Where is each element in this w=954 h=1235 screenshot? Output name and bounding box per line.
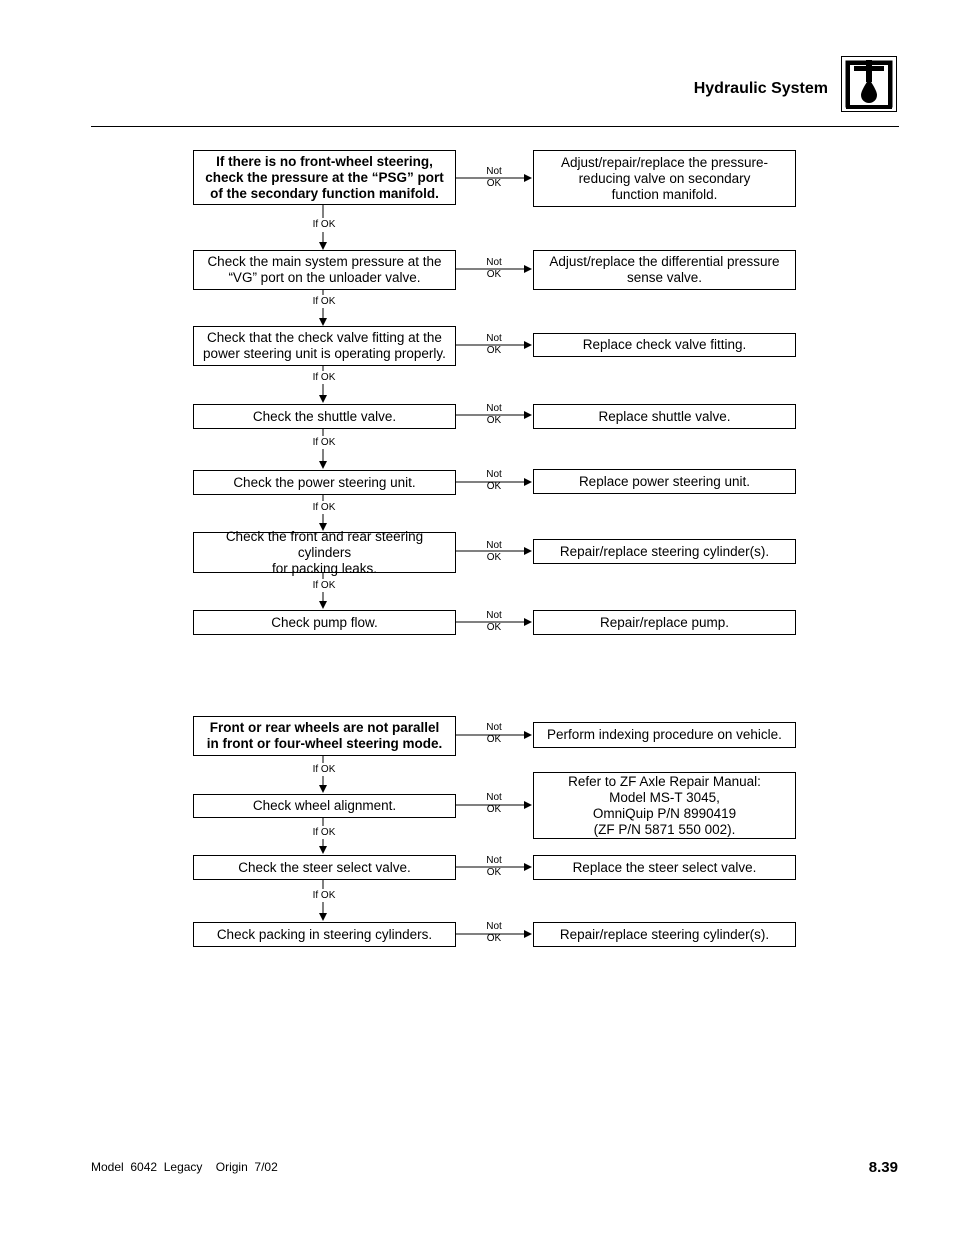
- page-number: 8.39: [868, 1159, 898, 1176]
- action-box: [533, 539, 796, 564]
- action-text: Perform indexing procedure on vehicle.: [547, 727, 782, 742]
- check-box: [193, 922, 456, 947]
- action-box: [533, 150, 796, 207]
- check-text: Check the steer select valve.: [238, 859, 411, 875]
- not-ok-label: Not OK: [486, 166, 502, 189]
- header-divider: [91, 126, 899, 127]
- action-box: [533, 922, 796, 947]
- check-box: [193, 250, 456, 290]
- footer-model-info: Model 6042 Legacy Origin 7/02: [91, 1160, 278, 1174]
- check-text: Front or rear wheels are not parallel in front or four-wheel steering mode.: [206, 720, 443, 751]
- check-text: Check the power steering unit.: [233, 474, 416, 490]
- not-ok-label: Not OK: [486, 610, 502, 633]
- check-text: If there is no front-wheel steering, check the pressure at the “PSG” port of the secondary function manifold.: [205, 153, 444, 201]
- action-text: Adjust/replace the differential pressure sense valve.: [549, 254, 780, 285]
- if-ok-label: If OK: [312, 437, 336, 448]
- if-ok-label: If OK: [312, 827, 336, 838]
- check-text: Check the front and rear steering cylinders for packing leaks.: [225, 528, 424, 576]
- if-ok-label: If OK: [312, 764, 336, 775]
- action-text: Repair/replace steering cylinder(s).: [559, 926, 770, 942]
- check-box: [193, 528, 456, 576]
- action-box: [533, 610, 796, 635]
- action-text: Replace the steer select valve.: [572, 859, 757, 875]
- action-box: [533, 250, 796, 290]
- not-ok-label: Not OK: [486, 855, 502, 878]
- not-ok-label: Not OK: [486, 921, 502, 944]
- if-ok-label: If OK: [312, 296, 336, 307]
- action-text: Adjust/repair/replace the pressure- reducing valve on secondary function manifold.: [560, 154, 769, 202]
- check-box: [193, 470, 456, 495]
- not-ok-label: Not OK: [486, 333, 502, 356]
- section-title: Hydraulic System: [693, 80, 828, 97]
- not-ok-label: Not OK: [486, 722, 502, 745]
- not-ok-label: Not OK: [486, 403, 502, 426]
- check-box: [193, 326, 456, 366]
- check-box: [193, 610, 456, 635]
- action-box: [533, 855, 796, 880]
- check-text: Check wheel alignment.: [252, 798, 397, 813]
- check-box: [193, 855, 456, 880]
- action-box: [533, 404, 796, 429]
- action-text: Replace check valve fitting.: [582, 337, 747, 352]
- check-box: [193, 404, 456, 429]
- check-box: [193, 716, 456, 756]
- not-ok-label: Not OK: [486, 469, 502, 492]
- hydraulic-tank-icon: [841, 56, 897, 112]
- action-box: [533, 722, 796, 748]
- action-box: [533, 772, 796, 839]
- check-text: Check packing in steering cylinders.: [216, 926, 433, 942]
- not-ok-label: Not OK: [486, 792, 502, 815]
- if-ok-label: If OK: [312, 219, 336, 230]
- check-box: [193, 150, 456, 205]
- check-text: Check that the check valve fitting at the power steering unit is operating properly.: [203, 330, 446, 361]
- action-text: Replace shuttle valve.: [598, 408, 731, 424]
- not-ok-label: Not OK: [486, 257, 502, 280]
- check-text: Check the main system pressure at the “VG” port on the unloader valve.: [207, 254, 442, 285]
- action-text: Refer to ZF Axle Repair Manual: Model MS-T 3045, OmniQuip P/N 8990419 (ZF P/N 5871 550 002).: [568, 773, 761, 837]
- action-text: Replace power steering unit.: [578, 473, 751, 489]
- check-text: Check pump flow.: [271, 614, 378, 630]
- action-text: Repair/replace pump.: [599, 614, 730, 630]
- check-box: [193, 794, 456, 818]
- if-ok-label: If OK: [312, 580, 336, 591]
- not-ok-label: Not OK: [486, 540, 502, 563]
- if-ok-label: If OK: [312, 890, 336, 901]
- if-ok-label: If OK: [312, 372, 336, 383]
- action-box: [533, 333, 796, 357]
- action-text: Repair/replace steering cylinder(s).: [559, 543, 770, 559]
- action-box: [533, 469, 796, 494]
- check-text: Check the shuttle valve.: [252, 408, 397, 424]
- if-ok-label: If OK: [312, 502, 336, 513]
